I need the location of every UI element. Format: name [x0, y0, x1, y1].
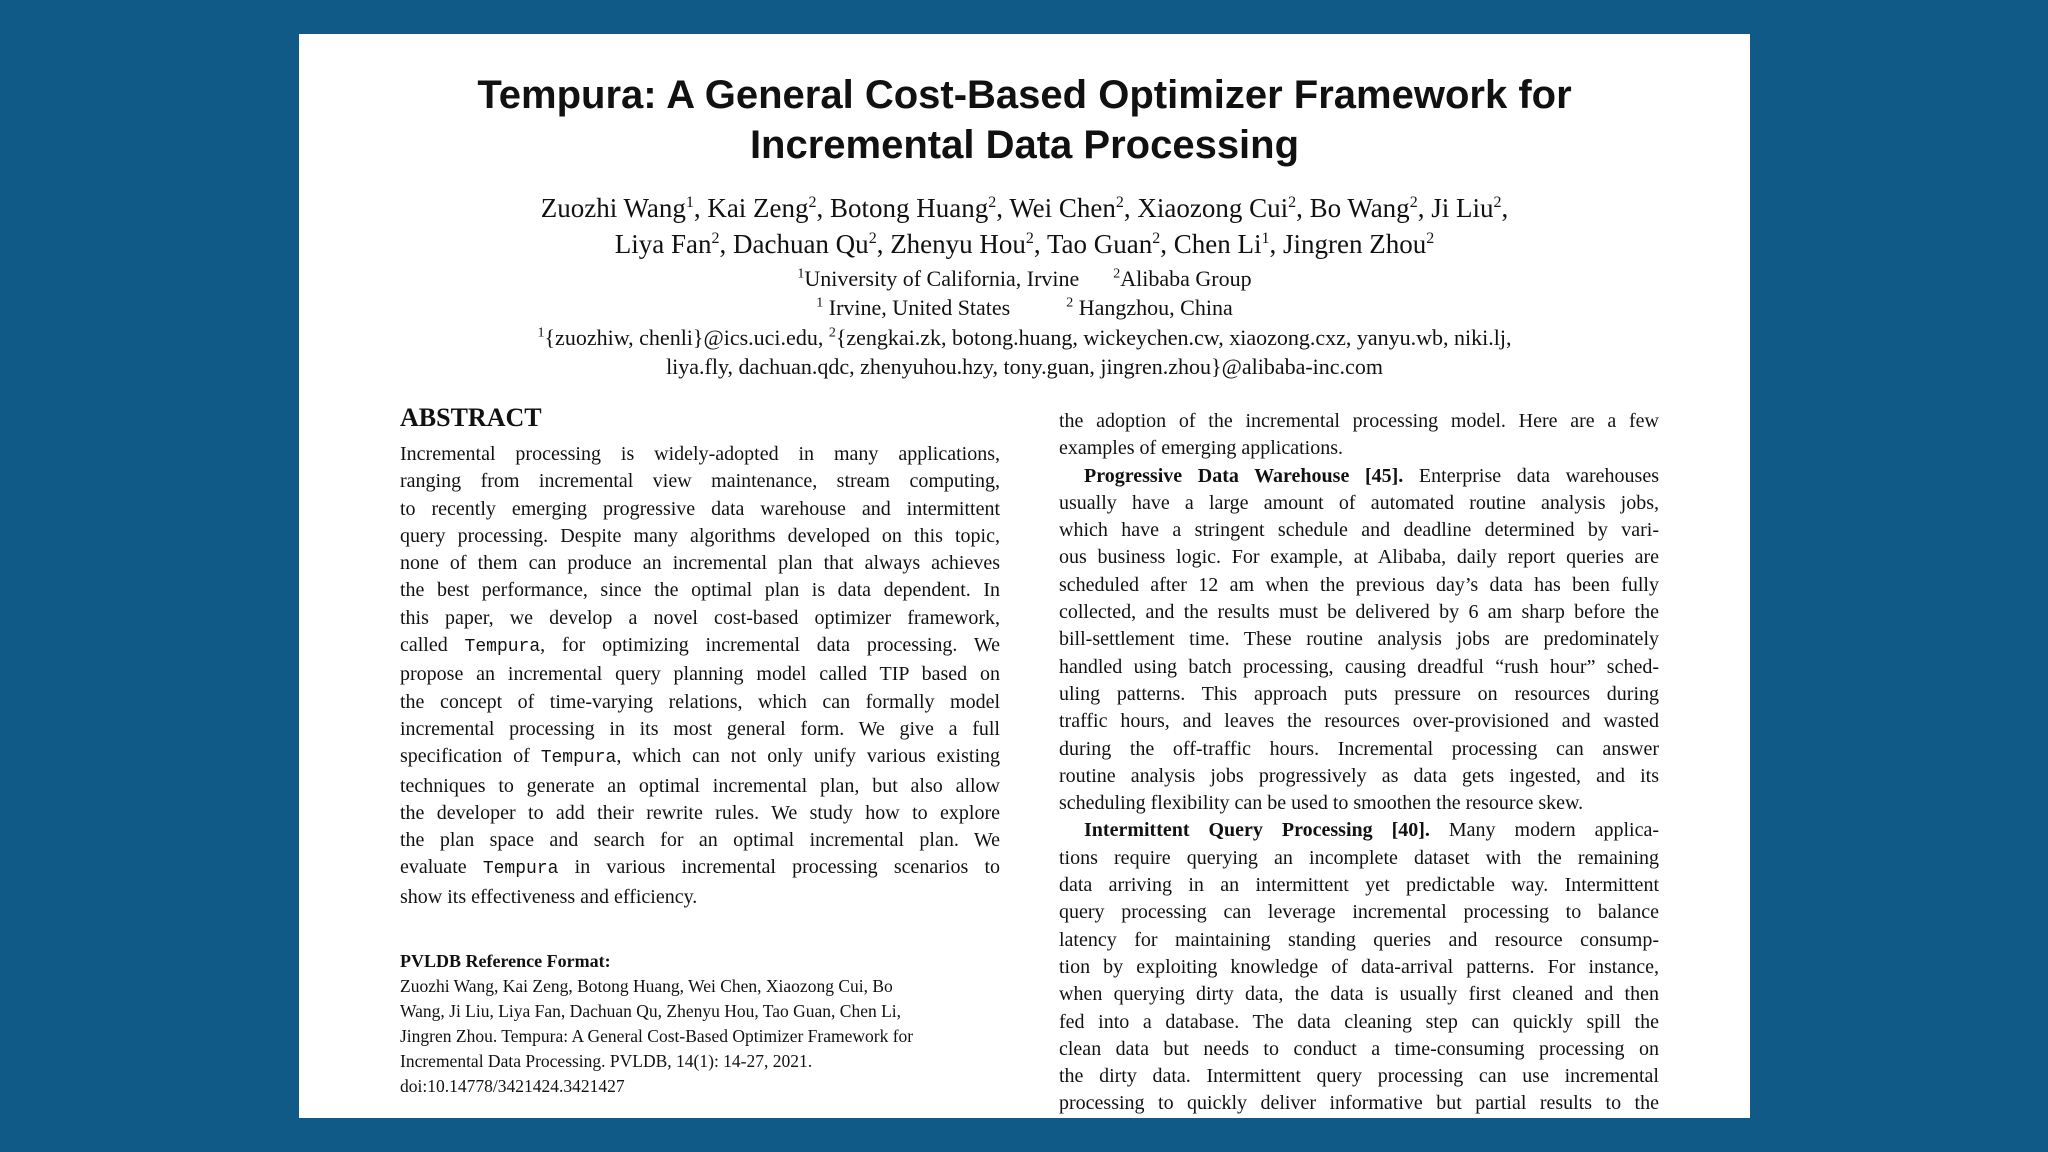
- abstract-line: the plan space and search for an optimal incremental plan. We: [400, 829, 1000, 852]
- affil-sup: 2: [1113, 266, 1121, 282]
- body-line: query processing can leverage incremental processing to balance: [1059, 901, 1659, 924]
- author-separator: ,: [1160, 229, 1174, 259]
- body-line: processing to quickly deliver informative but partial results to the: [1059, 1092, 1659, 1115]
- reference-format-body: [400, 974, 1000, 1099]
- author-name: Dachuan Qu: [732, 229, 869, 259]
- email-sup: 1: [537, 325, 545, 341]
- abstract-line: called Tempura, for optimizing incremental data processing. We: [400, 634, 1000, 658]
- abstract-line: the concept of time-varying relations, which can formally model: [400, 690, 1000, 713]
- pdw-paragraph: [1059, 463, 1659, 818]
- author-affil-sup: 2: [1115, 194, 1124, 211]
- author-name: Zuozhi Wang: [540, 193, 686, 223]
- author-separator: ,: [1501, 193, 1509, 223]
- reference-line: Jingren Zhou. Tempura: A General Cost-Based Optimizer Framework for: [400, 1026, 914, 1047]
- body-line: fed into a database. The data cleaning step can quickly spill the: [1059, 1010, 1659, 1033]
- paper-page: [299, 34, 1750, 1118]
- author-name: Bo Wang: [1309, 193, 1410, 223]
- tempura-mono: Tempura: [540, 748, 617, 769]
- author-name: Chen Li: [1173, 229, 1262, 259]
- pdw-heading: Progressive Data Warehouse [45].: [1084, 464, 1404, 487]
- emails-line-2: liya.fly, dachuan.qdc, zhenyuhou.hzy, tony.guan, jingren.zhou}@alibaba-inc.com: [666, 354, 1383, 379]
- author-name: Xiaozong Cui: [1137, 193, 1289, 223]
- reference-format-heading: PVLDB Reference Format:: [400, 951, 611, 972]
- body-line: scheduling flexibility can be used to smoothen the resource skew.: [1059, 792, 1584, 815]
- body-line: uling patterns. This approach puts pressure on resources during: [1059, 682, 1659, 705]
- author-affil-sup: 2: [1025, 230, 1034, 247]
- right-column: [1059, 408, 1659, 1118]
- body-line: tion by exploiting knowledge of data-arrival patterns. For instance,: [1059, 955, 1659, 978]
- abstract-line: query processing. Despite many algorithms developed on this topic,: [400, 524, 1000, 547]
- iqp-heading: Intermittent Query Processing [40].: [1084, 819, 1430, 842]
- title-line-2: Incremental Data Processing: [749, 123, 1300, 167]
- author-affil-sup: 2: [1152, 230, 1161, 247]
- author-affil-sup: 2: [711, 230, 720, 247]
- left-column: [400, 401, 1000, 1099]
- body-line: latency for maintaining standing queries and resource consump-: [1059, 928, 1659, 951]
- abstract-line: to recently emerging progressive data warehouse and intermittent: [400, 497, 1000, 520]
- author-separator: ,: [693, 193, 708, 223]
- affil-name: Alibaba Group: [1120, 266, 1252, 291]
- author-separator: ,: [1123, 193, 1138, 223]
- affil-sup: 1: [816, 295, 824, 311]
- body-line: handled using batch processing, causing dreadful “rush hour” sched-: [1059, 655, 1659, 678]
- author-affil-sup: 1: [685, 194, 694, 211]
- affil-sup: 1: [797, 266, 805, 282]
- body-line: when querying dirty data, the data is usually first cleaned and then: [1059, 983, 1659, 1006]
- body-line: scheduled after 12 am when the previous day’s data has been fully: [1059, 573, 1659, 596]
- body-line: usually have a large amount of automated routine analysis jobs,: [1059, 491, 1659, 514]
- body-line: bill-settlement time. These routine analysis jobs are predominately: [1059, 628, 1659, 651]
- abstract-line: the best performance, since the optimal plan is data dependent. In: [400, 579, 1000, 602]
- author-affil-sup: 2: [868, 230, 877, 247]
- authors-line-2: [299, 226, 1750, 262]
- email-text: {zengkai.zk, botong.huang, wickeychen.cw, xiaozong.cxz, yanyu.wb, niki.lj,: [835, 325, 1512, 350]
- author-separator: ,: [816, 193, 831, 223]
- body-line: data arriving in an intermittent yet predictable way. Intermittent: [1059, 874, 1659, 897]
- reference-line: doi:10.14778/3421424.3421427: [400, 1076, 625, 1097]
- iqp-first-line: Intermittent Query Processing [40]. Many modern applica-: [1084, 819, 1659, 842]
- author-affil-sup: 2: [808, 194, 817, 211]
- iqp-paragraph: [1059, 817, 1659, 1117]
- author-separator: ,: [1417, 193, 1432, 223]
- author-affil-sup: 2: [1409, 194, 1418, 211]
- body-line: the adoption of the incremental processing model. Here are a few: [1059, 410, 1659, 432]
- author-affil-sup: 2: [1288, 194, 1297, 211]
- email-text: {zuozhiw, chenli}@ics.uci.edu,: [544, 325, 829, 350]
- author-separator: ,: [996, 193, 1010, 223]
- abstract-body: [400, 441, 1000, 911]
- author-affil-sup: 2: [1426, 230, 1435, 247]
- paper-title: [299, 70, 1750, 170]
- author-name: Wei Chen: [1009, 193, 1116, 223]
- reference-line: Wang, Ji Liu, Liya Fan, Dachuan Qu, Zhenyu Hou, Tao Guan, Chen Li,: [400, 1001, 902, 1022]
- affiliation-locations: [299, 293, 1750, 323]
- body-line: traffic hours, and leaves the resources over-provisioned and wasted: [1059, 710, 1659, 733]
- author-list: [299, 190, 1750, 262]
- reference-line: Incremental Data Processing. PVLDB, 14(1): 14-27, 2021.: [400, 1051, 813, 1072]
- author-name: Ji Liu: [1431, 193, 1494, 223]
- affil-location: Hangzhou, China: [1073, 295, 1233, 320]
- email-sup: 2: [828, 325, 836, 341]
- body-line: tions require querying an incomplete dataset with the remaining: [1059, 846, 1659, 869]
- abstract-line: this paper, we develop a novel cost-based optimizer framework,: [400, 606, 1000, 629]
- abstract-line: propose an incremental query planning model called TIP based on: [400, 663, 1000, 686]
- abstract-line: none of them can produce an incremental plan that always achieves: [400, 552, 1000, 575]
- affil-sup: 2: [1066, 295, 1074, 311]
- affil-location: Irvine, United States: [823, 295, 1011, 320]
- author-name: Botong Huang: [830, 193, 989, 223]
- abstract-line: specification of Tempura, which can not only unify various existing: [400, 745, 1000, 769]
- body-line: clean data but needs to conduct a time-consuming processing on: [1059, 1037, 1659, 1060]
- author-name: Liya Fan: [614, 229, 712, 259]
- author-affil-sup: 2: [1493, 194, 1502, 211]
- author-separator: ,: [876, 229, 891, 259]
- body-line: the dirty data. Intermittent query processing can use incremental: [1059, 1065, 1659, 1088]
- abstract-line: Incremental processing is widely-adopted in many applications,: [400, 443, 1000, 465]
- intro-paragraph: [1059, 408, 1659, 463]
- abstract-line: techniques to generate an optimal incremental plan, but also allow: [400, 774, 1000, 797]
- tempura-mono: Tempura: [464, 637, 541, 658]
- author-name: Zhenyu Hou: [890, 229, 1026, 259]
- abstract-line: ranging from incremental view maintenance, stream computing,: [400, 470, 1000, 493]
- author-separator: ,: [1269, 229, 1284, 259]
- pdw-first-line: Progressive Data Warehouse [45]. Enterprise data warehouses: [1084, 464, 1659, 487]
- author-separator: ,: [1033, 229, 1047, 259]
- author-separator: ,: [1296, 193, 1310, 223]
- body-line: which have a stringent schedule and deadline determined by vari-: [1059, 519, 1659, 542]
- body-line: collected, and the results must be delivered by 6 am sharp before the: [1059, 601, 1659, 624]
- affiliation-names: [299, 264, 1750, 294]
- body-line: ous business logic. For example, at Alibaba, daily report queries are: [1059, 546, 1659, 569]
- authors-line-1: [299, 190, 1750, 226]
- author-name: Jingren Zhou: [1283, 229, 1427, 259]
- abstract-line: show its effectiveness and efficiency.: [400, 885, 698, 908]
- affil-name: University of California, Irvine: [804, 266, 1080, 291]
- author-affil-sup: 1: [1261, 230, 1270, 247]
- abstract-heading: ABSTRACT: [400, 403, 542, 432]
- abstract-line: evaluate Tempura in various incremental processing scenarios to: [400, 856, 1000, 880]
- author-separator: ,: [719, 229, 733, 259]
- tempura-mono: Tempura: [482, 859, 559, 880]
- title-line-1: Tempura: A General Cost-Based Optimizer Framework for: [477, 73, 1572, 117]
- author-name: Tao Guan: [1046, 229, 1153, 259]
- abstract-line: incremental processing in its most general form. We give a full: [400, 717, 1000, 740]
- reference-line: Zuozhi Wang, Kai Zeng, Botong Huang, Wei Chen, Xiaozong Cui, Bo: [400, 976, 893, 997]
- body-line: routine analysis jobs progressively as data gets ingested, and its: [1059, 764, 1659, 787]
- body-line: during the off-traffic hours. Incremental processing can answer: [1059, 737, 1659, 760]
- body-line: examples of emerging applications.: [1059, 437, 1343, 460]
- emails-line-1: [299, 323, 1750, 353]
- author-affil-sup: 2: [988, 194, 997, 211]
- author-name: Kai Zeng: [707, 193, 809, 223]
- abstract-line: the developer to add their rewrite rules. We study how to explore: [400, 801, 1000, 824]
